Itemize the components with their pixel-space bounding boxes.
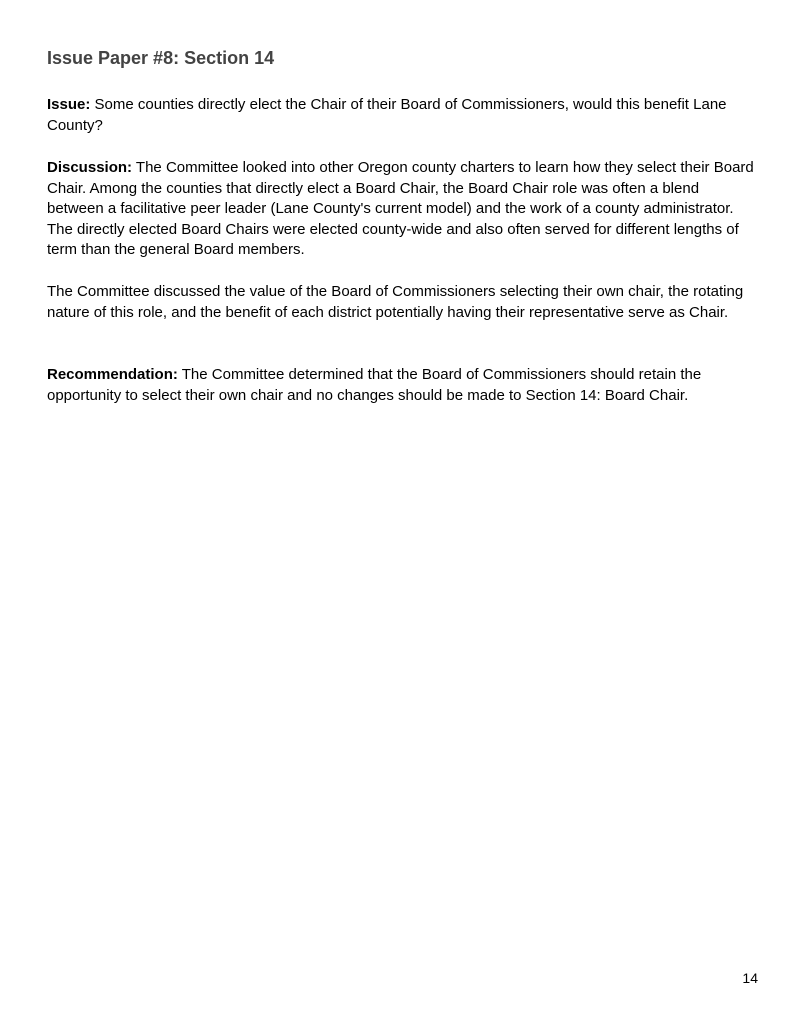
page-title: Issue Paper #8: Section 14: [47, 48, 275, 68]
recommendation-text: The Committee determined that the Board of Commissioners should retain the opportunity to select their own chair and no changes should be made to Section 14: Board Chair.: [47, 366, 702, 404]
recommendation-paragraph: [47, 365, 759, 406]
recommendation-label: Recommendation:: [47, 366, 178, 383]
issue-label: Issue:: [47, 96, 91, 113]
discussion-paragraph: [47, 158, 759, 261]
discussion-text: The Committee looked into other Oregon county charters to learn how they select their Board Chair. Among the counties that directly elect a Board Chair, the Board Chair role was often a blend between a facilitative peer leader (Lane County's current model) and the work of a county administrator. The directly elected Board Chairs were elected county-wide and also often served for different lengths of term than the general Board members.: [47, 159, 754, 259]
issue-text: Some counties directly elect the Chair of their Board of Commissioners, would this benefit Lane County?: [47, 96, 727, 134]
discussion-label: Discussion:: [47, 159, 133, 176]
page-number: 14: [742, 970, 758, 986]
issue-paragraph: [47, 95, 759, 136]
committee-paragraph: The Committee discussed the value of the Board of Commissioners selecting their own chair, the rotating nature of this role, and the benefit of each district potentially having their representative serve as Chair.: [47, 283, 744, 321]
